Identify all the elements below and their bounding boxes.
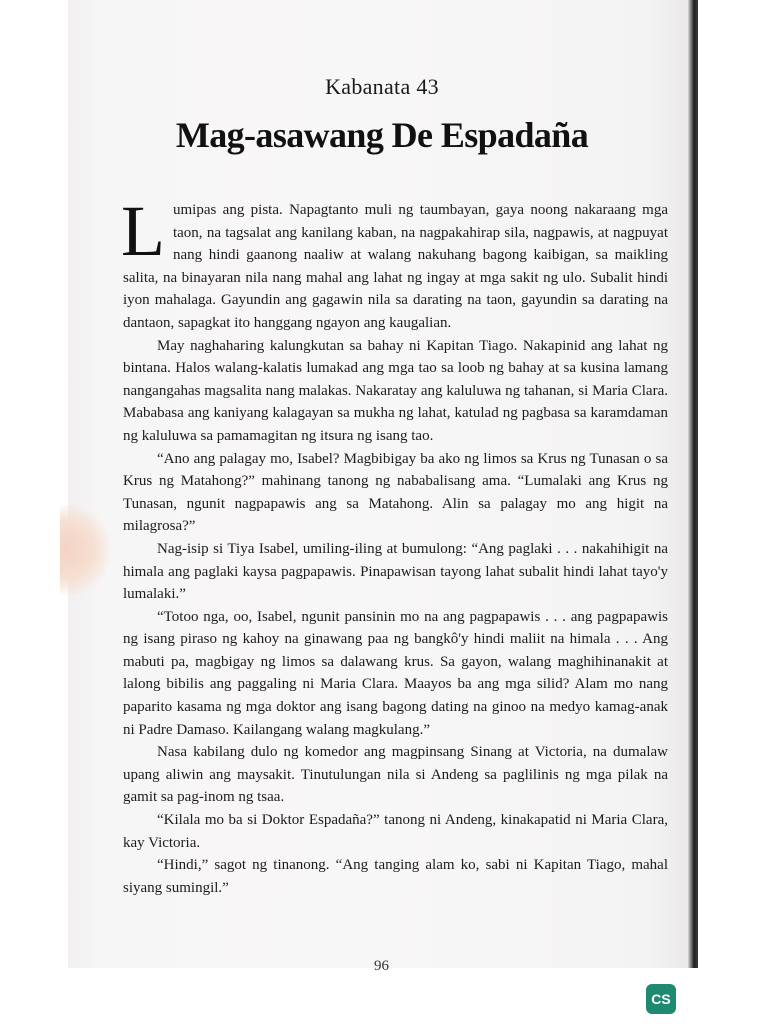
page-number: 96	[374, 958, 389, 974]
chapter-title: Mag-asawang De Espadaña	[175, 115, 589, 155]
paragraph-7: “Kilala mo ba si Doktor Espadaña?” tanong ni Andeng, kinakapatid ni Maria Clara, kay Victoria.	[123, 812, 668, 851]
paragraph-6: Nasa kabilang dulo ng komedor ang magpinsang Sinang at Victoria, na dumalaw upang aliwin ang maysakit. Tinutulungan nila si Andeng sa paglilinis ng mga pilak na gamit sa pag-inom ng tsaa.	[123, 744, 668, 806]
paragraph-8: “Hindi,” sagot ng tinanong. “Ang tanging alam ko, sabi ni Kapitan Tiago, mahal siyang sumingil.”	[123, 857, 668, 896]
paragraph-1	[121, 191, 668, 335]
paragraph-4: Nag-isip si Tiya Isabel, umiling-iling at bumulong: “Ang paglaki . . . nakahihigit na himala ang paglaki kaysa pagpapawis. Pinapawisan tayong lahat subalit hindi lahat tayo'y lumalaki.”	[123, 540, 668, 603]
paragraph-1-text: umipas ang pista. Napagtanto muli ng taumbayan, gaya noong nakaraang mga taon, na tagsalat ang kanilang kaban, na nagpakahirap sila, nagpawis, at nagpuyat nang hindi gaanong naaliw at walang nakuhang bagong kaibigan, sa maikling salita, na binayaran nila nang mahal ang lahat ng ingay at mga sakit ng ulo. Subalit hindi iyon mahalaga. Gayundin ang gagawin nila sa darating na taon, gayundin sa darating na dantaon, sapagkat ito hanggang ngayon ang kaugalian.	[123, 202, 668, 331]
camscanner-badge[interactable]: CS	[646, 984, 676, 1014]
paragraph-2: May naghaharing kalungkutan sa bahay ni Kapitan Tiago. Nakapinid ang lahat ng bintana. Halos walang-kalatis lumakad ang mga tao sa loob ng bahay at sa kusina lamang nangangahas magsalita nang malakas. Nakaratay ang kaluluwa ng tahanan, si Maria Clara. Mababasa ang kaniyang kalagayan sa mukha ng lahat, katulad ng pagbasa sa karamdaman ng kaluluwa sa pamamagitan ng itsura ng isang tao.	[123, 337, 668, 444]
paragraph-3: “Ano ang palagay mo, Isabel? Magbibigay ba ako ng limos sa Krus ng Tunasan o sa Krus ng Matahong?” mahinang tanong ng nababalisang ama. “Lumalaki ang Krus ng Tunasan, ngunit nagpapawis ang sa Matahong. Alin sa palagay mo ang higit na milagrosa?”	[123, 450, 668, 535]
thumb-shadow	[60, 505, 110, 595]
body-text	[121, 191, 668, 899]
drop-cap: L	[121, 191, 165, 271]
paragraph-5: “Totoo nga, oo, Isabel, ngunit pansinin mo na ang pagpapawis . . . ang pagpapawis ng isang piraso ng kahoy na ginawang paa ng bangkô'y hindi maliit na himala . . . Ang mabuti pa, magbigay ng limos sa dalawang krus. Sa gayon, walang maghihinanakit at lalong bibilis ang paggaling ni Maria Clara. Maayos ba ang mga silid? Alam mo nang paparito kasama ng mga doktor ang isang bagong dating na ginoo na medyo kamag-anak ni Padre Damaso. Kailangang walang magkulang.”	[123, 608, 668, 738]
chapter-label: Kabanata 43	[325, 74, 439, 99]
